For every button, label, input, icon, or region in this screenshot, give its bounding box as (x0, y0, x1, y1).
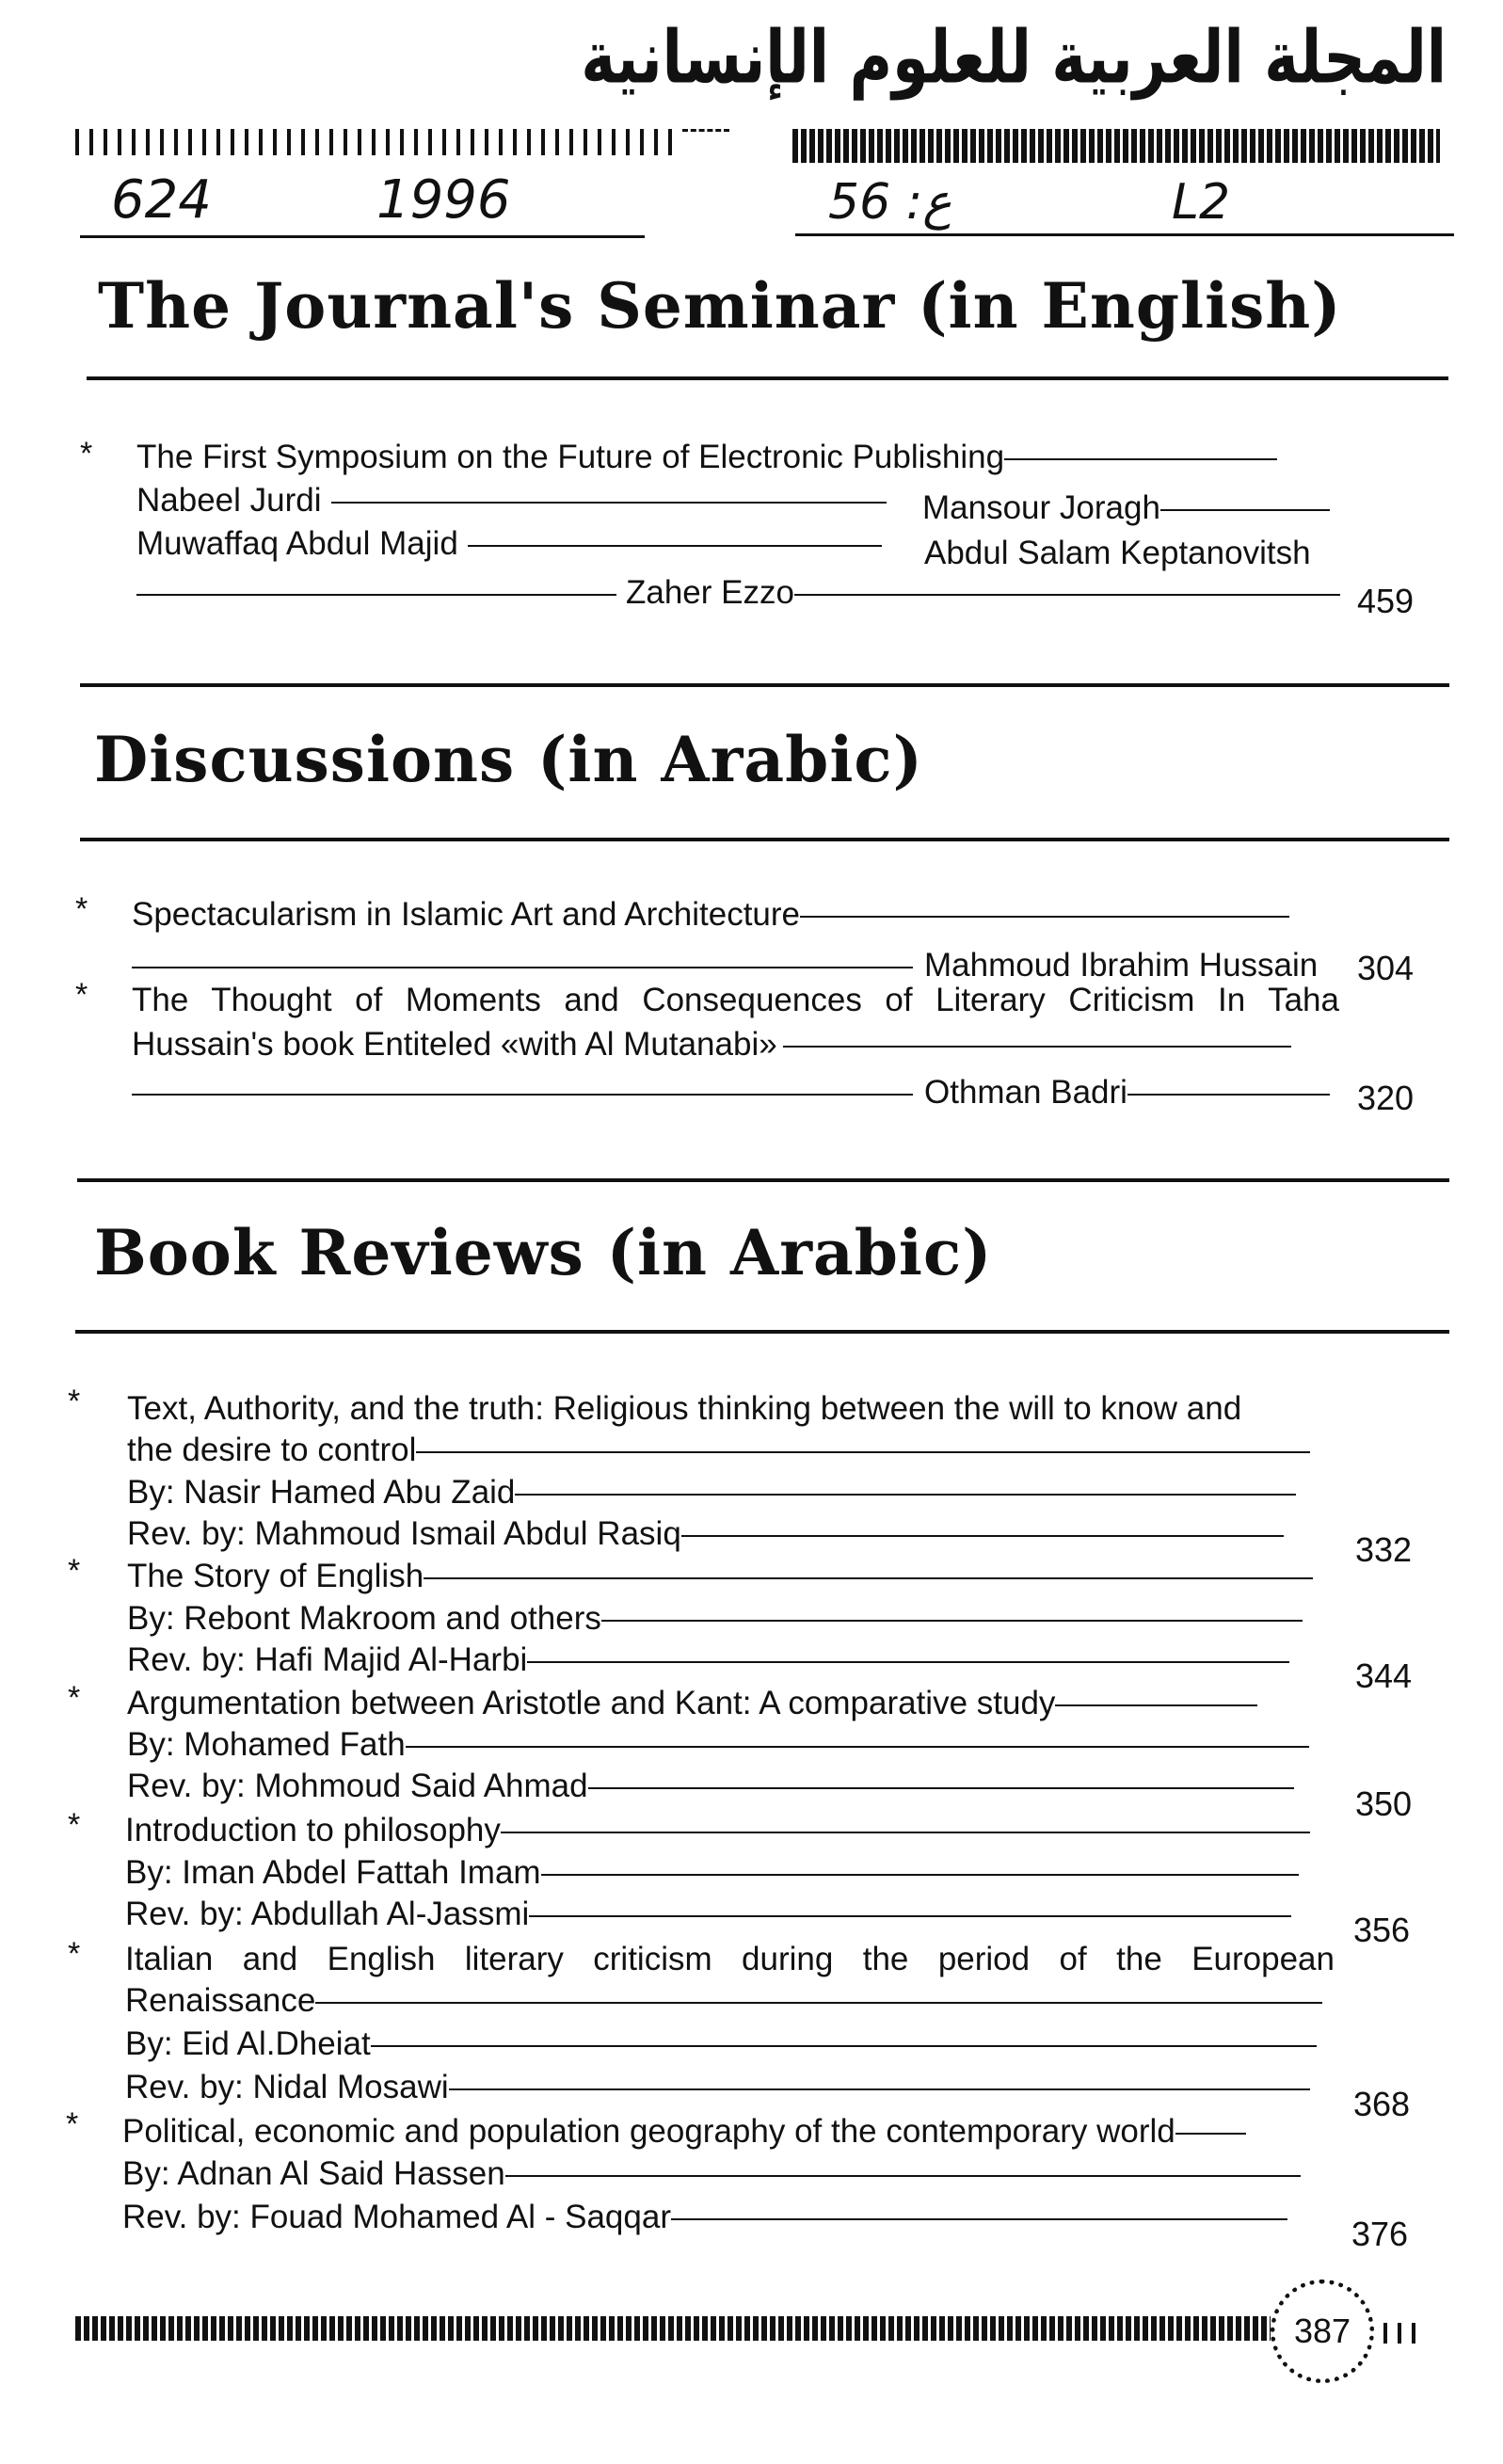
author-line (136, 527, 882, 560)
journal-logo (581, 13, 1447, 100)
book-author: By: Eid Al.Dheiat (125, 2025, 371, 2062)
journal-title-arabic: المجلة العربية للعلوم الإنسانية (581, 13, 1447, 100)
section-title-seminar: The Journal's Seminar (in English) (98, 269, 1342, 343)
leader-line (1055, 1704, 1257, 1706)
reviewer-line (122, 2200, 1287, 2233)
bullet: * (66, 2106, 79, 2142)
entry-title (125, 1814, 1310, 1847)
section-divider (87, 376, 1448, 380)
author-line (924, 536, 1311, 569)
author-name: Mansour Joragh (922, 489, 1160, 526)
leader-line (1004, 458, 1277, 460)
author-name: Abdul Salam Keptanovitsh (924, 535, 1311, 571)
footer-barcode (75, 2316, 1271, 2341)
leader-line (449, 2088, 1310, 2090)
leader-line (601, 1620, 1303, 1622)
reviewer: Rev. by: Mohmoud Said Ahmad (127, 1768, 588, 1804)
footer-barcode-tail (1383, 2323, 1426, 2344)
barcode-left (75, 129, 682, 155)
reviewer: Rev. by: Hafi Majid Al-Harbi (127, 1641, 528, 1678)
bullet: * (68, 1807, 81, 1843)
entry-title-text: Spectacularism in Islamic Art and Architecture (132, 896, 801, 933)
leader-line (527, 1661, 1289, 1663)
leader-line (406, 1746, 1309, 1748)
leader-line (515, 1494, 1296, 1496)
author-line (132, 949, 1318, 982)
entry-title (127, 1560, 1313, 1592)
entry-title: Italian and English literary criticism during the period of the European (125, 1941, 1335, 1977)
bullet: * (68, 1553, 81, 1589)
leader-line (505, 2175, 1301, 2177)
book-author-line (125, 2027, 1317, 2060)
reviewer-line (127, 1769, 1294, 1802)
leader-line (541, 1874, 1299, 1876)
author-name: Muwaffaq Abdul Majid (136, 525, 458, 562)
book-author: By: Adnan Al Said Hassen (122, 2155, 505, 2192)
page-number: 344 (1355, 1656, 1413, 1695)
page-number: 350 (1355, 1784, 1413, 1823)
leader-line (468, 545, 882, 547)
leader-line (794, 594, 1340, 596)
bullet: * (68, 1384, 81, 1419)
footer-page-number: 387 (1293, 2312, 1351, 2350)
book-author-line (127, 1476, 1296, 1509)
entry-title (125, 1984, 1322, 2017)
leader-line (132, 967, 913, 968)
section-divider (77, 1178, 1449, 1182)
entry-title: Text, Authority, and the truth: Religious thinking between the will to know and (127, 1390, 1242, 1427)
barcode-right (792, 129, 1440, 163)
leader-line (588, 1787, 1294, 1789)
page-number: 332 (1355, 1530, 1413, 1569)
section-title-book-reviews: Book Reviews (in Arabic) (94, 1216, 993, 1289)
entry-title (127, 1433, 1310, 1466)
handwritten-year: 1996 (376, 169, 511, 231)
leader-line (315, 2002, 1322, 2004)
bullet: * (75, 977, 88, 1013)
page-number: 459 (1357, 582, 1415, 620)
page-number: 376 (1351, 2215, 1409, 2253)
entry-title-text: Political, economic and population geography of the contemporary world (122, 2113, 1175, 2150)
leader-line (424, 1577, 1313, 1579)
page-number: 304 (1357, 949, 1415, 987)
author-name: Zaher Ezzo (626, 574, 794, 611)
author-line (136, 576, 1340, 609)
barcode-left-dashes (682, 129, 729, 132)
entry-title (136, 440, 1277, 473)
leader-line (800, 916, 1289, 918)
entry-title (132, 1028, 1291, 1061)
leader-line (371, 2045, 1317, 2047)
entry-title-text: Hussain's book Entiteled «with Al Mutanabi» (132, 1026, 777, 1063)
book-author: By: Iman Abdel Fattah Imam (125, 1854, 541, 1891)
entry-title-text: The Story of English (127, 1558, 424, 1594)
book-author-line (125, 1856, 1299, 1889)
page-number: 320 (1357, 1079, 1415, 1117)
leader-line (1160, 509, 1330, 511)
handwritten-underline-left (80, 235, 645, 238)
footer-page-badge (1271, 2280, 1374, 2383)
author-name: Nabeel Jurdi (136, 482, 322, 519)
bullet: * (75, 891, 88, 927)
book-author: By: Mohamed Fath (127, 1726, 406, 1763)
leader-line (529, 1915, 1291, 1917)
entry-title (132, 898, 1289, 931)
reviewer-line (125, 2071, 1310, 2104)
reviewer: Rev. by: Abdullah Al-Jassmi (125, 1896, 530, 1932)
leader-line (331, 502, 887, 504)
entry-title (122, 2115, 1246, 2148)
reviewer-line (125, 1897, 1291, 1930)
entry-title (127, 1687, 1257, 1720)
section-divider (80, 683, 1449, 687)
reviewer: Rev. by: Mahmoud Ismail Abdul Rasiq (127, 1515, 681, 1552)
page-number: 368 (1353, 2085, 1411, 2123)
leader-line (136, 594, 616, 596)
entry-title-text: The First Symposium on the Future of Electronic Publishing (136, 439, 1005, 475)
entry-title-text: Introduction to philosophy (125, 1812, 501, 1848)
author-line (136, 484, 887, 517)
author-line (922, 491, 1330, 524)
handwritten-underline-right (795, 233, 1454, 236)
leader-line (416, 1451, 1310, 1453)
leader-line (1127, 1094, 1330, 1096)
leader-line (132, 1094, 913, 1096)
entry-title-text: Argumentation between Aristotle and Kant: A comparative study (127, 1685, 1056, 1721)
bullet: * (68, 1680, 81, 1716)
entry-title-text: Renaissance (125, 1982, 316, 2019)
author-line (132, 1076, 1330, 1109)
section-divider (75, 1330, 1449, 1334)
handwritten-issue: ع: 56 (828, 174, 952, 231)
leader-line (681, 1535, 1284, 1537)
leader-line (783, 1046, 1291, 1048)
entry-title-text: the desire to control (127, 1432, 417, 1468)
reviewer-line (127, 1643, 1289, 1676)
bullet: * (80, 436, 93, 472)
reviewer: Rev. by: Nidal Mosawi (125, 2069, 449, 2105)
book-author-line (122, 2157, 1301, 2190)
handwritten-code-right: L2 (1172, 174, 1231, 231)
book-author: By: Rebont Makroom and others (127, 1600, 601, 1637)
section-divider (80, 838, 1449, 841)
reviewer-line (127, 1517, 1284, 1550)
author-name: Mahmoud Ibrahim Hussain (924, 947, 1319, 984)
book-author-line (127, 1602, 1303, 1635)
bullet: * (68, 1936, 81, 1972)
entry-title: The Thought of Moments and Consequences of Literary Criticism In Taha (132, 982, 1339, 1018)
section-title-discussions: Discussions (in Arabic) (94, 723, 923, 796)
leader-line (501, 1832, 1310, 1833)
book-author-line (127, 1728, 1309, 1761)
reviewer: Rev. by: Fouad Mohamed Al - Saqqar (122, 2199, 671, 2235)
leader-line (1175, 2133, 1246, 2135)
handwritten-code-left: 624 (111, 169, 212, 231)
author-name: Othman Badri (924, 1074, 1127, 1111)
book-author: By: Nasir Hamed Abu Zaid (127, 1474, 516, 1511)
page-number: 356 (1353, 1911, 1411, 1949)
leader-line (671, 2218, 1287, 2220)
